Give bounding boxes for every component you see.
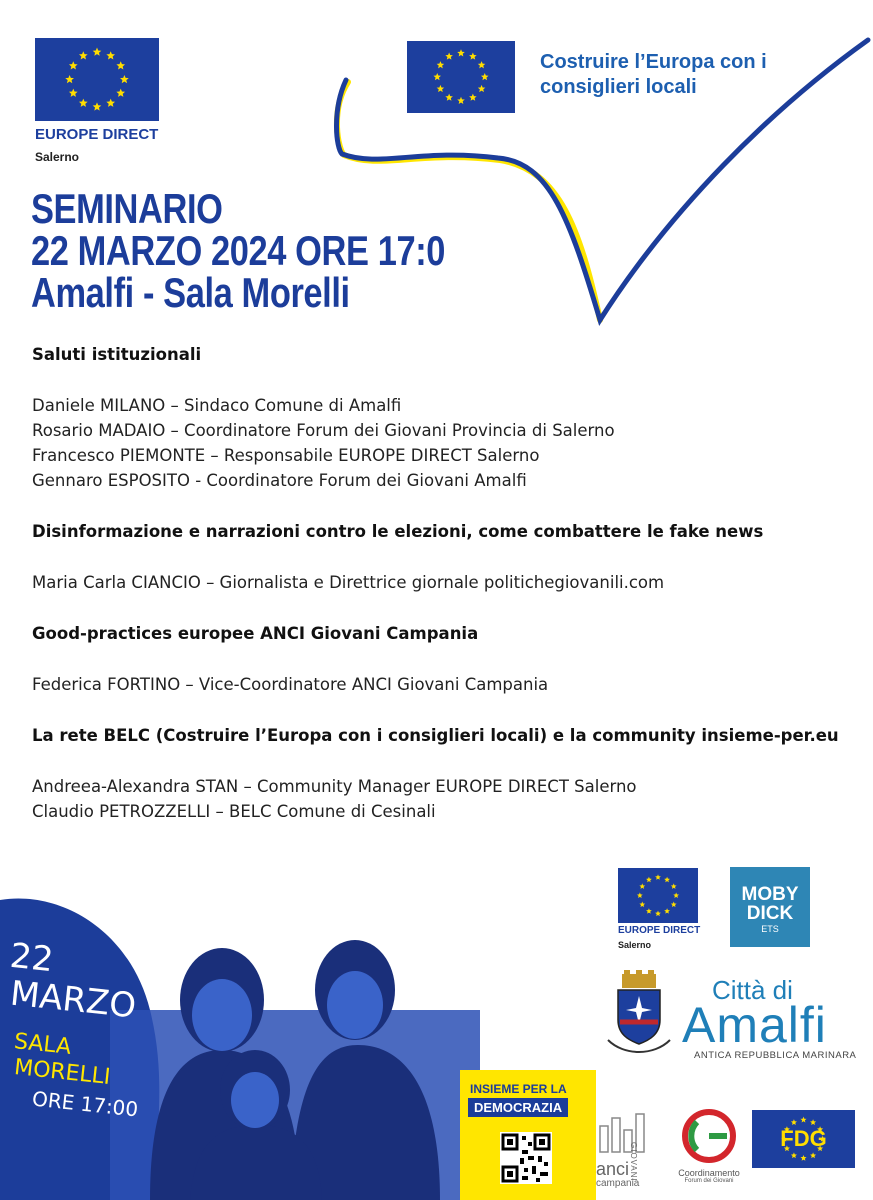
amalfi-label: Amalfi bbox=[682, 997, 827, 1053]
speaker-line: Francesco PIEMONTE – Responsabile EUROPE DIRECT Salerno bbox=[32, 446, 540, 465]
anci-side-label: GIOVANI bbox=[629, 1142, 638, 1182]
speaker-line: Gennaro ESPOSITO - Coordinatore Forum dei Giovani Amalfi bbox=[32, 471, 527, 490]
section-title: Saluti istituzionali bbox=[32, 345, 202, 364]
program bbox=[32, 342, 862, 824]
insieme-line2: DEMOCRAZIA bbox=[468, 1098, 568, 1117]
badge-month: MARZO bbox=[8, 973, 139, 1027]
eu-flag-icon bbox=[618, 868, 698, 923]
amalfi-coat-of-arms-icon bbox=[604, 970, 674, 1060]
insieme-box bbox=[460, 1070, 596, 1200]
europe-direct-label-small: EUROPE DIRECT bbox=[618, 925, 701, 936]
belc-title-line1: Costruire l’Europa con i bbox=[540, 51, 767, 73]
amalfi-subtitle: ANTICA REPUBBLICA MARINARA bbox=[694, 1050, 857, 1061]
belc-title bbox=[540, 50, 767, 100]
speaker-line: Maria Carla CIANCIO – Giornalista e Direttrice giornale politichegiovanili.com bbox=[32, 573, 665, 592]
eu-flag-icon bbox=[407, 41, 515, 113]
coordinamento-logo bbox=[674, 1108, 744, 1198]
moby-dick-logo bbox=[730, 867, 810, 947]
speaker-line: Daniele MILANO – Sindaco Comune di Amalfi bbox=[32, 396, 402, 415]
moby-line2: DICK bbox=[746, 903, 794, 924]
coordinamento-g-icon bbox=[679, 1108, 739, 1164]
anci-subtitle: campania bbox=[596, 1178, 640, 1189]
speaker-line: Claudio PETROZZELLI – BELC Comune di Cesinali bbox=[32, 802, 436, 821]
section-title: Disinformazione e narrazioni contro le elezioni, come combattere le fake news bbox=[32, 522, 764, 541]
badge-day: 22 bbox=[8, 935, 56, 981]
speaker-line: Andreea-Alexandra STAN – Community Manager EUROPE DIRECT Salerno bbox=[32, 777, 637, 796]
headline-line1: SEMINARIO bbox=[31, 185, 223, 232]
moby-line1: MOBY bbox=[741, 884, 799, 905]
seminar-headline bbox=[31, 185, 445, 316]
insieme-line1: INSIEME PER LA bbox=[470, 1082, 567, 1096]
speaker-line: Federica FORTINO – Vice-Coordinatore ANCI Giovani Campania bbox=[32, 675, 549, 694]
date-badge-background bbox=[0, 890, 480, 1200]
speaker-line: Rosario MADAIO – Coordinatore Forum dei Giovani Provincia di Salerno bbox=[32, 421, 615, 440]
section-title: Good-practices europee ANCI Giovani Campania bbox=[32, 624, 479, 643]
section-title: La rete BELC (Costruire l’Europa con i consiglieri locali) e la community insieme-per.eu bbox=[32, 726, 839, 745]
badge-place2: MORELLI bbox=[12, 1055, 112, 1090]
badge-time: ORE 17:00 bbox=[31, 1086, 140, 1122]
headline-line3: Amalfi - Sala Morelli bbox=[31, 269, 350, 316]
anci-giovani-logo bbox=[596, 1112, 662, 1192]
qr-code-icon[interactable] bbox=[500, 1132, 552, 1184]
belc-title-line2: consiglieri locali bbox=[540, 76, 697, 98]
coordinamento-line1: Coordinamento bbox=[678, 1168, 740, 1178]
citta-di-label: Città di bbox=[712, 975, 793, 1005]
moby-line3: ETS bbox=[761, 924, 779, 934]
coordinamento-line2: Forum dei Giovani bbox=[684, 1178, 734, 1184]
europe-direct-city: Salerno bbox=[35, 150, 80, 164]
eu-flag-icon bbox=[35, 38, 159, 121]
fdg-logo bbox=[752, 1110, 855, 1168]
anci-label: anci bbox=[596, 1159, 630, 1179]
europe-direct-city-small: Salerno bbox=[618, 940, 652, 950]
headline-line2: 22 MARZO 2024 ORE 17:0 bbox=[31, 227, 445, 274]
europe-direct-label: EUROPE DIRECT bbox=[35, 126, 159, 143]
badge-place1: SALA bbox=[12, 1029, 73, 1060]
fdg-label: FDG bbox=[780, 1126, 827, 1151]
